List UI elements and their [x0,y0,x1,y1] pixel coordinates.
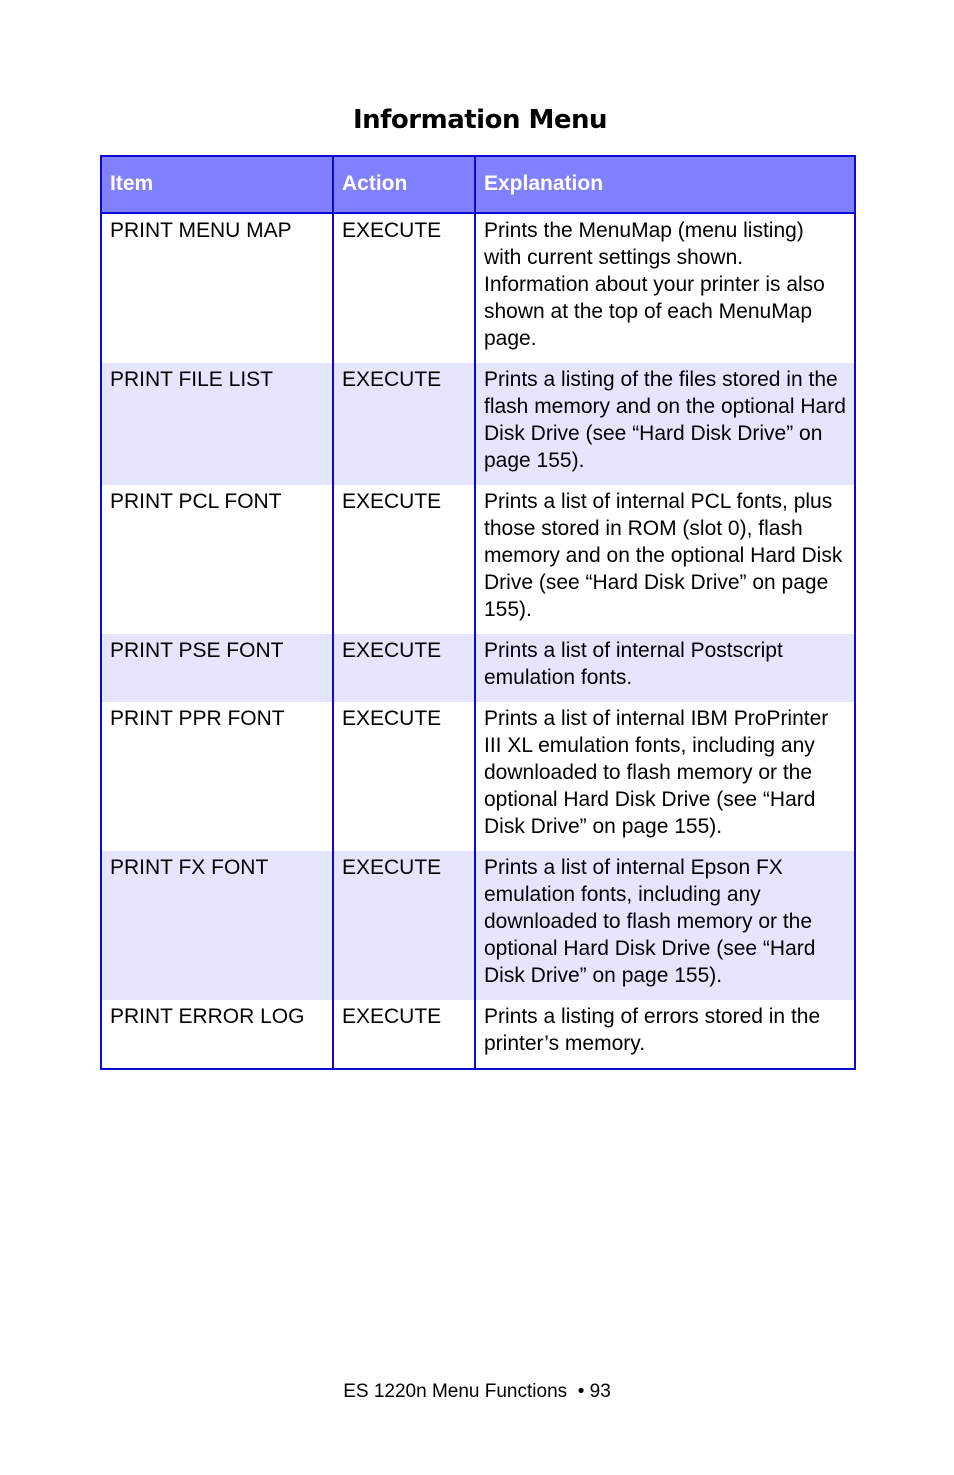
explanation-cell: Prints a listing of the files stored in the flash memory and on the optional Hard Disk Drive (see “Hard Disk Drive” on page 155). [475,363,855,485]
item-cell: PRINT PCL FONT [110,490,282,513]
table-row [101,485,855,634]
explanation-cell: Prints a list of internal IBM ProPrinter III XL emulation fonts, including any downloaded to flash memory or the optional Hard Disk Drive (see “Hard Disk Drive” on page 155). [475,702,855,851]
explanation-cell: Prints a listing of errors stored in the printer’s memory. [475,1000,855,1069]
table-row [101,634,855,702]
item-cell: PRINT PSE FONT [101,634,333,702]
action-cell: EXECUTE [333,1000,475,1069]
column-header-item: Item [101,156,333,213]
action-cell: EXECUTE [333,634,475,702]
table-row [101,702,855,851]
action-cell: EXECUTE [333,485,475,634]
item-cell: PRINT FX FONT [101,851,333,1000]
action-cell: EXECUTE [333,363,475,485]
column-header-action: Action [333,156,475,213]
table-header-row [101,156,855,213]
table-row [101,363,855,485]
explanation-cell: Prints a list of internal Epson FX emulation fonts, including any downloaded to flash memory or the optional Hard Disk Drive (see “Hard Disk Drive” on page 155). [475,851,855,1000]
page-title: Information Menu [352,105,608,136]
item-cell: PRINT ERROR LOG [110,1005,305,1028]
information-menu-table [100,155,856,1070]
action-cell: EXECUTE [333,213,475,363]
explanation-cell: Prints a list of internal Postscript emulation fonts. [475,634,855,702]
item-cell: PRINT FILE LIST [101,363,333,485]
action-cell: EXECUTE [333,702,475,851]
explanation-cell: Prints the MenuMap (menu listing) with current settings shown. Information about your printer is also shown at the top of each MenuMap page. [475,213,855,363]
table-row [101,1000,855,1069]
action-cell: EXECUTE [333,851,475,1000]
item-cell: PRINT PPR FONT [110,707,285,730]
explanation-cell: Prints a list of internal PCL fonts, plus those stored in ROM (slot 0), flash memory and on the optional Hard Disk Drive (see “Hard Disk Drive” on page 155). [475,485,855,634]
item-cell: PRINT MENU MAP [110,219,292,242]
page-footer: ES 1220n Menu Functions • 93 [343,1381,611,1402]
table-row [101,213,855,363]
column-header-explanation: Explanation [475,156,855,213]
table-row [101,851,855,1000]
